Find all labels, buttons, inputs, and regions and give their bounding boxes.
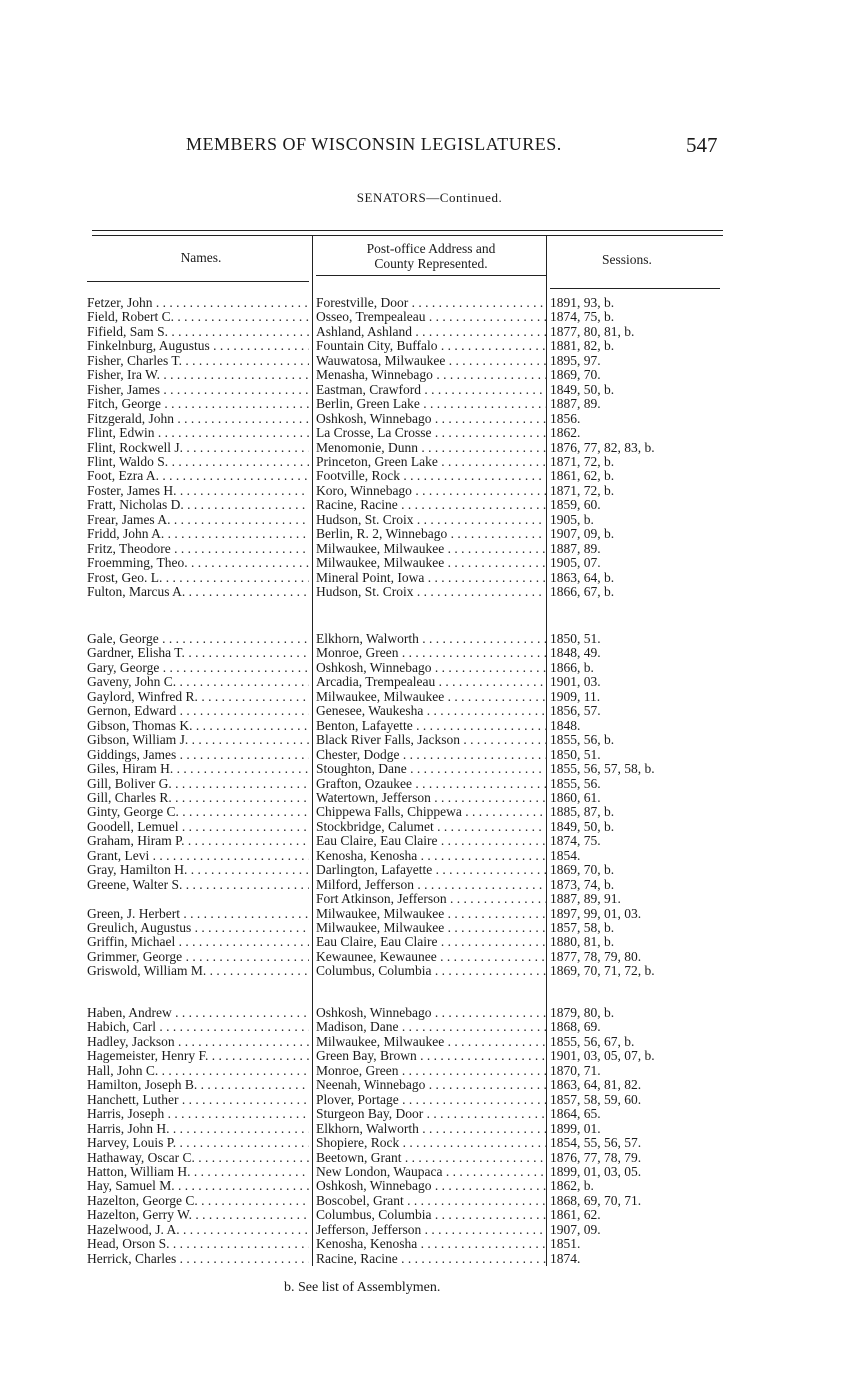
- senator-name: Fetzer, John . . .: [87, 296, 309, 310]
- post-office-address: La Crosse, La Crosse . . .: [316, 426, 546, 440]
- post-office-address: Oshkosh, Winnebago . . .: [316, 412, 546, 426]
- senator-name: Frear, James A. . . .: [87, 513, 309, 527]
- table-row: [0, 777, 859, 791]
- sessions-served: 1869, 70, 71, 72, b.: [550, 964, 655, 979]
- table-row: [0, 878, 859, 892]
- header-bottom-rule-names: [87, 281, 309, 282]
- post-office-address: Stockbridge, Calumet . . .: [316, 820, 546, 834]
- address-column-header: [316, 241, 546, 271]
- sessions-served: 1905, 07.: [550, 556, 601, 571]
- sessions-served: 1895, 97.: [550, 353, 601, 368]
- post-office-address: Boscobel, Grant . . .: [316, 1194, 546, 1208]
- table-row: [0, 733, 859, 747]
- senator-name: Grimmer, George . . .: [87, 950, 309, 964]
- post-office-address: Milwaukee, Milwaukee . . .: [316, 921, 546, 935]
- senator-name: Fridd, John A. . . .: [87, 527, 309, 541]
- sessions-served: 1871, 72, b.: [550, 454, 615, 469]
- post-office-address: Berlin, R. 2, Winnebago . . .: [316, 527, 546, 541]
- post-office-address: Kenosha, Kenosha . . .: [316, 1237, 546, 1251]
- table-row: [0, 646, 859, 660]
- sessions-served: 1855, 56, 57, 58, b.: [550, 762, 655, 777]
- sessions-served: 1876, 77, 82, 83, b.: [550, 440, 655, 455]
- senator-name: Grant, Levi . . .: [87, 849, 309, 863]
- sessions-served: 1879, 80, b.: [550, 1006, 615, 1020]
- table-row: [0, 675, 859, 689]
- sessions-served: 1891, 93, b.: [550, 296, 615, 310]
- table-row: [0, 632, 859, 646]
- senator-name: Gaveny, John C. . . .: [87, 675, 309, 689]
- table-row: [0, 762, 859, 776]
- sessions-served: 1854, 55, 56, 57.: [550, 1136, 642, 1151]
- table-row: [0, 863, 859, 877]
- post-office-address: Milwaukee, Milwaukee . . .: [316, 1035, 546, 1049]
- table-row: [0, 935, 859, 949]
- table-row: [0, 412, 859, 426]
- sessions-served: 1855, 56.: [550, 776, 601, 791]
- post-office-address: Eastman, Crawford . . .: [316, 383, 546, 397]
- sessions-served: 1907, 09.: [550, 1222, 601, 1237]
- post-office-address: Watertown, Jefferson . . .: [316, 791, 546, 805]
- senator-name: Gill, Charles R. . . .: [87, 791, 309, 805]
- post-office-address: Racine, Racine . . .: [316, 1252, 546, 1266]
- post-office-address: Kenosha, Kenosha . . .: [316, 849, 546, 863]
- senator-name: Fisher, Charles T. . . .: [87, 354, 309, 368]
- table-row: [0, 527, 859, 541]
- sessions-served: 1901, 03.: [550, 675, 601, 690]
- table-row: [0, 455, 859, 469]
- table-row: [0, 1237, 859, 1251]
- top-double-rule: [92, 230, 723, 231]
- post-office-address: Hudson, St. Croix . . .: [316, 513, 546, 527]
- post-office-address: Sturgeon Bay, Door . . .: [316, 1107, 546, 1121]
- senator-name: Herrick, Charles . . .: [87, 1252, 309, 1266]
- sessions-served: 1855, 56, 67, b.: [550, 1034, 635, 1049]
- senator-name: Field, Robert C. . . .: [87, 310, 309, 324]
- table-row: [0, 719, 859, 733]
- sessions-served: 1899, 01.: [550, 1121, 601, 1136]
- post-office-address: Milwaukee, Milwaukee . . .: [316, 690, 546, 704]
- senator-name: Flint, Edwin . . .: [87, 426, 309, 440]
- senator-name: Hamilton, Joseph B. . . .: [87, 1078, 309, 1092]
- sessions-served: 1850, 51.: [550, 747, 601, 762]
- senator-name: Graham, Hiram P. . . .: [87, 834, 309, 848]
- sessions-served: 1862, b.: [550, 1179, 594, 1194]
- senator-name: Hagemeister, Henry F. . . .: [87, 1049, 309, 1063]
- post-office-address: Black River Falls, Jackson . . .: [316, 733, 546, 747]
- post-office-address: Stoughton, Dane . . .: [316, 762, 546, 776]
- table-row: [0, 834, 859, 848]
- header-bottom-rule-sessions: [550, 288, 720, 289]
- sessions-served: 1881, 82, b.: [550, 339, 615, 354]
- senator-name: Gibson, Thomas K. . . .: [87, 719, 309, 733]
- post-office-address: Menasha, Winnebago . . .: [316, 368, 546, 382]
- table-row: [0, 542, 859, 556]
- senator-name: Hadley, Jackson . . .: [87, 1035, 309, 1049]
- table-row: [0, 921, 859, 935]
- table-row: [0, 397, 859, 411]
- table-row: [0, 571, 859, 585]
- post-office-address: Columbus, Columbia . . .: [316, 1208, 546, 1222]
- table-row: [0, 748, 859, 762]
- senator-name: Haben, Andrew . . .: [87, 1006, 309, 1020]
- post-office-address: Elkhorn, Walworth . . .: [316, 632, 546, 646]
- post-office-address: Berlin, Green Lake . . .: [316, 397, 546, 411]
- table-row: [0, 1093, 859, 1107]
- table-row: [0, 354, 859, 368]
- table-row: [0, 820, 859, 834]
- senator-name: Froemming, Theo. . . .: [87, 556, 309, 570]
- table-row: [0, 325, 859, 339]
- table-row: [0, 1035, 859, 1049]
- table-row: [0, 1020, 859, 1034]
- senator-name: Gale, George . . .: [87, 632, 309, 646]
- table-row: [0, 1122, 859, 1136]
- post-office-address: Hudson, St. Croix . . .: [316, 585, 546, 599]
- post-office-address: Grafton, Ozaukee . . .: [316, 777, 546, 791]
- post-office-address: Jefferson, Jefferson . . .: [316, 1223, 546, 1237]
- section-subtitle: SENATORS—Continued.: [356, 190, 503, 205]
- post-office-address: Footville, Rock . . .: [316, 469, 546, 483]
- senator-name: Head, Orson S. . . .: [87, 1237, 309, 1251]
- table-row: [0, 907, 859, 921]
- sessions-served: 1877, 78, 79, 80.: [550, 949, 642, 964]
- post-office-address: Columbus, Columbia . . .: [316, 964, 546, 978]
- senator-name: Ginty, George C. . . .: [87, 805, 309, 819]
- post-office-address: Fountain City, Buffalo . . .: [316, 339, 546, 353]
- running-title: MEMBERS OF WISCONSIN LEGISLATURES.: [186, 134, 562, 154]
- sessions-column-header: Sessions.: [602, 252, 652, 267]
- senator-name: Gaylord, Winfred R. . . .: [87, 690, 309, 704]
- post-office-address: Darlington, Lafayette . . .: [316, 863, 546, 877]
- post-office-address: Kewaunee, Kewaunee . . .: [316, 950, 546, 964]
- sessions-served: 1877, 80, 81, b.: [550, 324, 635, 339]
- senator-name: Flint, Rockwell J. . . .: [87, 441, 309, 455]
- senator-name: Gray, Hamilton H. . . .: [87, 863, 309, 877]
- post-office-address: Fort Atkinson, Jefferson . . .: [316, 892, 546, 906]
- senator-name: Fritz, Theodore . . .: [87, 542, 309, 556]
- table-row: [0, 1194, 859, 1208]
- sessions-served: 1849, 50, b.: [550, 819, 615, 834]
- sessions-served: 1849, 50, b.: [550, 382, 615, 397]
- post-office-address: Green Bay, Brown . . .: [316, 1049, 546, 1063]
- sessions-served: 1868, 69.: [550, 1020, 601, 1035]
- senator-name: Hazelton, Gerry W. . . .: [87, 1208, 309, 1222]
- page-number: 547: [686, 133, 718, 157]
- table-row: [0, 1252, 859, 1266]
- sessions-served: 1869, 70, b.: [550, 863, 615, 878]
- post-office-address: Madison, Dane . . .: [316, 1020, 546, 1034]
- footnote: b. See list of Assemblymen.: [284, 1280, 441, 1295]
- post-office-address: Milwaukee, Milwaukee . . .: [316, 542, 546, 556]
- post-office-address: Neenah, Winnebago . . .: [316, 1078, 546, 1092]
- post-office-address: Wauwatosa, Milwaukee . . .: [316, 354, 546, 368]
- top-double-rule-lower: [92, 235, 723, 236]
- senator-name: Fitch, George . . .: [87, 397, 309, 411]
- senator-name: Hay, Samuel M. . . .: [87, 1179, 309, 1193]
- sessions-served: 1856, 57.: [550, 704, 601, 719]
- table-row: [0, 368, 859, 382]
- senator-name: Hatton, William H. . . .: [87, 1165, 309, 1179]
- post-office-address: Beetown, Grant . . .: [316, 1151, 546, 1165]
- table-row: [0, 849, 859, 863]
- table-row: [0, 469, 859, 483]
- post-office-address: Milwaukee, Milwaukee . . .: [316, 907, 546, 921]
- table-row: [0, 690, 859, 704]
- sessions-served: 1880, 81, b.: [550, 935, 615, 950]
- senator-name: Fratt, Nicholas D. . . .: [87, 498, 309, 512]
- sessions-served: 1859, 60.: [550, 498, 601, 513]
- table-row: [0, 339, 859, 353]
- senator-name: Griffin, Michael . . .: [87, 935, 309, 949]
- senator-name: Griswold, William M. . . .: [87, 964, 309, 978]
- table-row: [0, 498, 859, 512]
- senator-name: Harvey, Louis P. . . .: [87, 1136, 309, 1150]
- sessions-served: 1850, 51.: [550, 632, 601, 646]
- senator-name: Hanchett, Luther . . .: [87, 1093, 309, 1107]
- senator-name: Hathaway, Oscar C. . . .: [87, 1151, 309, 1165]
- table-row: [0, 310, 859, 324]
- table-row: [0, 791, 859, 805]
- table-row: [0, 1107, 859, 1121]
- senator-name: Greene, Walter S. . . .: [87, 878, 309, 892]
- post-office-address: Elkhorn, Walworth . . .: [316, 1122, 546, 1136]
- sessions-served: 1887, 89.: [550, 541, 601, 556]
- table-row: [0, 1049, 859, 1063]
- senator-name: Greulich, Augustus . . .: [87, 921, 309, 935]
- sessions-served: 1857, 58, b.: [550, 921, 615, 935]
- senator-name: Fisher, James . . .: [87, 383, 309, 397]
- sessions-served: 1848.: [550, 718, 581, 733]
- senator-name: Giddings, James . . .: [87, 748, 309, 762]
- senator-name: Frost, Geo. L. . . .: [87, 571, 309, 585]
- post-office-address: Benton, Lafayette . . .: [316, 719, 546, 733]
- sessions-served: 1866, 67, b.: [550, 585, 615, 599]
- sessions-served: 1873, 74, b.: [550, 877, 615, 892]
- sessions-served: 1887, 89, 91.: [550, 892, 621, 907]
- sessions-served: 1887, 89.: [550, 397, 601, 412]
- names-column-header: Names.: [180, 250, 222, 265]
- sessions-served: 1855, 56, b.: [550, 733, 615, 748]
- header-bottom-rule-address: [316, 275, 546, 276]
- sessions-served: 1885, 87, b.: [550, 805, 615, 820]
- table-row: [0, 1006, 859, 1020]
- sessions-served: 1871, 72, b.: [550, 483, 615, 498]
- post-office-address: Princeton, Green Lake . . .: [316, 455, 546, 469]
- senator-name: Hazelwood, J. A. . . .: [87, 1223, 309, 1237]
- table-row: [0, 964, 859, 978]
- sessions-served: 1901, 03, 05, 07, b.: [550, 1049, 655, 1064]
- senator-name: Fulton, Marcus A. . . .: [87, 585, 309, 599]
- sessions-served: 1862.: [550, 426, 581, 441]
- senator-name: Habich, Carl . . .: [87, 1020, 309, 1034]
- sessions-served: 1856.: [550, 411, 581, 426]
- table-row: [0, 513, 859, 527]
- sessions-served: 1861, 62.: [550, 1208, 601, 1223]
- senator-name: Harris, Joseph . . .: [87, 1107, 309, 1121]
- table-row: [0, 1179, 859, 1193]
- table-row: [0, 1136, 859, 1150]
- post-office-address: Monroe, Green . . .: [316, 1064, 546, 1078]
- post-office-address: Racine, Racine . . .: [316, 498, 546, 512]
- post-office-address: New London, Waupaca . . .: [316, 1165, 546, 1179]
- senator-name: Goodell, Lemuel . . .: [87, 820, 309, 834]
- sessions-served: 1874.: [550, 1251, 581, 1266]
- post-office-address: Milwaukee, Milwaukee . . .: [316, 556, 546, 570]
- address-header-line1: Post-office Address and: [366, 241, 496, 256]
- sessions-served: 1874, 75, b.: [550, 310, 615, 325]
- post-office-address: Oshkosh, Winnebago . . .: [316, 1179, 546, 1193]
- sessions-served: 1870, 71.: [550, 1063, 601, 1078]
- post-office-address: Shopiere, Rock . . .: [316, 1136, 546, 1150]
- sessions-served: 1854.: [550, 848, 581, 863]
- table-row: [0, 950, 859, 964]
- senator-name: Fitzgerald, John . . .: [87, 412, 309, 426]
- sessions-served: 1905, b.: [550, 512, 594, 527]
- post-office-address: Oshkosh, Winnebago . . .: [316, 661, 546, 675]
- post-office-address: Eau Claire, Eau Claire . . .: [316, 834, 546, 848]
- post-office-address: Forestville, Door . . .: [316, 296, 546, 310]
- table-row: [0, 585, 859, 599]
- post-office-address: Oshkosh, Winnebago . . .: [316, 1006, 546, 1020]
- table-row: [0, 383, 859, 397]
- post-office-address: Chippewa Falls, Chippewa . . .: [316, 805, 546, 819]
- sessions-served: 1857, 58, 59, 60.: [550, 1092, 642, 1107]
- sessions-served: 1860, 61.: [550, 790, 601, 805]
- senator-name: Foster, James H. . . .: [87, 484, 309, 498]
- sessions-served: 1897, 99, 01, 03.: [550, 906, 642, 921]
- table-row: [0, 661, 859, 675]
- senator-name: Giles, Hiram H. . . .: [87, 762, 309, 776]
- table-row: [0, 1165, 859, 1179]
- table-row: [0, 1078, 859, 1092]
- senator-name: Hazelton, George C. . . .: [87, 1194, 309, 1208]
- senator-name: Foot, Ezra A. . . .: [87, 469, 309, 483]
- table-row: [0, 1208, 859, 1222]
- post-office-address: Ashland, Ashland . . .: [316, 325, 546, 339]
- sessions-served: 1861, 62, b.: [550, 469, 615, 484]
- table-row: [0, 892, 859, 906]
- senator-name: Fifield, Sam S. . . .: [87, 325, 309, 339]
- sessions-served: 1866, b.: [550, 660, 594, 675]
- sessions-served: 1899, 01, 03, 05.: [550, 1164, 642, 1179]
- table-row: [0, 1064, 859, 1078]
- post-office-address: Plover, Portage . . .: [316, 1093, 546, 1107]
- sessions-served: 1874, 75.: [550, 834, 601, 849]
- senator-name: Gibson, William J. . . .: [87, 733, 309, 747]
- sessions-served: 1848, 49.: [550, 646, 601, 661]
- senator-name: Green, J. Herbert . . .: [87, 907, 309, 921]
- post-office-address: Arcadia, Trempealeau . . .: [316, 675, 546, 689]
- post-office-address: Osseo, Trempealeau . . .: [316, 310, 546, 324]
- senator-name: Gill, Boliver G. . . .: [87, 777, 309, 791]
- senator-name: Flint, Waldo S. . . .: [87, 455, 309, 469]
- post-office-address: Menomonie, Dunn . . .: [316, 441, 546, 455]
- post-office-address: Monroe, Green . . .: [316, 646, 546, 660]
- sessions-served: 1863, 64, 81, 82.: [550, 1078, 642, 1093]
- post-office-address: Chester, Dodge . . .: [316, 748, 546, 762]
- table-row: [0, 426, 859, 440]
- table-row: [0, 704, 859, 718]
- post-office-address: Milford, Jefferson . . .: [316, 878, 546, 892]
- senator-name: Fisher, Ira W. . . .: [87, 368, 309, 382]
- sessions-served: 1863, 64, b.: [550, 570, 615, 585]
- senator-name: Gernon, Edward . . .: [87, 704, 309, 718]
- sessions-served: 1869, 70.: [550, 368, 601, 383]
- table-row: [0, 556, 859, 570]
- senator-name: Harris, John H. . . .: [87, 1122, 309, 1136]
- senator-name: Hall, John C. . . .: [87, 1064, 309, 1078]
- table-row: [0, 441, 859, 455]
- post-office-address: Mineral Point, Iowa . . .: [316, 571, 546, 585]
- table-row: [0, 484, 859, 498]
- table-row: [0, 805, 859, 819]
- sessions-served: 1864, 65.: [550, 1107, 601, 1122]
- post-office-address: Genesee, Waukesha . . .: [316, 704, 546, 718]
- senator-name: Finkelnburg, Augustus . . .: [87, 339, 309, 353]
- sessions-served: 1909, 11.: [550, 689, 601, 704]
- sessions-served: 1868, 69, 70, 71.: [550, 1193, 642, 1208]
- senator-name: Gardner, Elisha T. . . .: [87, 646, 309, 660]
- sessions-served: 1876, 77, 78, 79.: [550, 1150, 642, 1165]
- post-office-address: Koro, Winnebago . . .: [316, 484, 546, 498]
- address-header-line2: County Represented.: [374, 256, 488, 271]
- table-row: [0, 1223, 859, 1237]
- sessions-served: 1907, 09, b.: [550, 527, 615, 542]
- table-row: [0, 1151, 859, 1165]
- post-office-address: Eau Claire, Eau Claire . . .: [316, 935, 546, 949]
- senator-name: Gary, George . . .: [87, 661, 309, 675]
- table-row: [0, 296, 859, 310]
- sessions-served: 1851.: [550, 1237, 581, 1252]
